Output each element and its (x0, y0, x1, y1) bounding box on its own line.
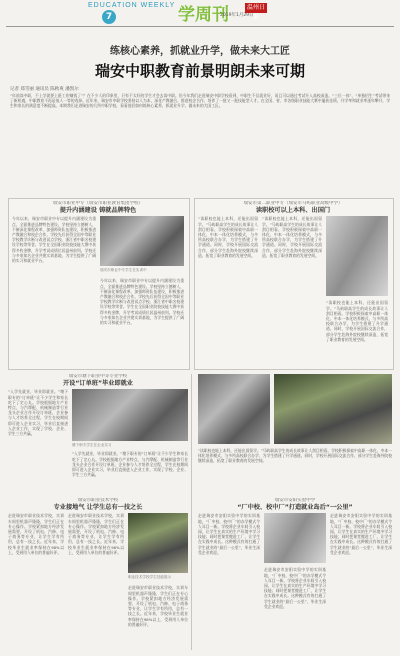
section-tag: 瑞安市安阳实验中学 (274, 498, 316, 503)
section-body-tail: 走进瑞安市职业技术学校，实训车间里机器声隆隆，学生们正在专心操作。学校紧扣地方经济发展需要，开设了机电、汽修、电子商务等专业，让学生学有所用，总有一技之长。近年来，学校毕业生就业率保持在98%以上，受到用人单位的普遍好评。 (128, 585, 188, 627)
page-number: 7 (102, 10, 116, 24)
section-tag: 瑞安市职业技术学校 (77, 498, 119, 503)
photo-caption: 塘下职专学生在企业实习 (72, 443, 112, 448)
section-body: “入学先就业，毕业即就业。”塘下职专的“订单班”让不少学生和家长吃下了定心丸。学校根据地方产业特点，与汽摩配、机械制造等行业龙头企业合作开设订单班，企业参与人才培养全过程，学生在校期间即可进入企业实习，毕业后直接进入企业工作，实现了学校、企业、学生三方共赢。 (8, 389, 68, 437)
section-body: 走进瑞安市职业技术学校，实训车间里机器声隆隆，学生们正在专心操作。学校紧扣地方经济发展需要，开设了机电、汽修、电子商务等专业，让学生学有所用，总有一技之长。近年来，学校毕业生就业率保持在98%以上，受到用人单位的普遍好评。 (8, 513, 64, 555)
section-body-continued: 走进瑞安市职业技术学校，实训车间里机器声隆隆，学生们正在专心操作。学校紧扣地方经济发展需要，开设了机电、汽修、电子商务等专业，让学生学有所用，总有一技之长。近年来，学校毕业生就业率保持在98%以上，受到用人单位的普遍好评。 (68, 513, 124, 555)
photo-caption: 职业技术学校学生技能展示 (128, 575, 172, 580)
section-body-continued: 走进瑞安市安阳实验中学的实训基地，“厂中校、校中厂”的办学模式令人耳目一新。学校将企业车间引入校园，让学生在真实的生产环境中学习技能；同时把课堂搬进工厂，让学生在实践中成长。这种模式有效打通了学生就业的“最后一公里”，毕业生深受企业欢迎。 (264, 567, 326, 609)
section-heading: “厂中校、校中厂”打造就业岛后“一公里” (237, 504, 353, 512)
photo-students (326, 216, 388, 296)
section-heading: 读职校可以上本科、出国门 (255, 207, 331, 215)
headline: 瑞安中职教育前景明朗未来可期 (94, 62, 305, 80)
photo-factory (264, 513, 326, 563)
date-line: 2019年1月29日 (220, 13, 254, 18)
section-tag: 瑞安市第二职业中专（瑞安市马屿职业高级中学） (243, 201, 343, 206)
section-left-top (12, 201, 184, 366)
photo-training (100, 216, 184, 266)
section-body: 今年以来，瑞安市职业中专以提升内涵建设为重点，全面推进品牌特色建设。学校坚持立德树人，不断深化课程改革，加强师资队伍建设，积极推进产教融合和校企合作。学校先后获得全国中等职业学校教学诊断与改进试点学校、浙江省中职名校建设学校等荣誉。学生在全国职业院校技能大赛中获得多枚金牌，升学考试成绩位居温州前列。学校还与多家知名企业共建实训基地，为学生提供了广阔的实习和就业平台。 (12, 216, 96, 264)
section-body: 走进瑞安市安阳实验中学的实训基地，“厂中校、校中厂”的办学模式令人耳目一新。学校将企业车间引入校园，让学生在真实的生产环境中学习技能；同时把课堂搬进工厂，让学生在实践中成长。这种模式有效打通了学生就业的“最后一公里”，毕业生深受企业欢迎。 (198, 513, 260, 555)
section-english-name: EDUCATION WEEKLY (88, 2, 176, 9)
subheadline: 练核心素养，抓就业升学，做未来大工匠 (110, 46, 290, 57)
byline: 记者 郑雪丽 通讯员 陈秋爽 潘凯尔 (10, 87, 79, 92)
masthead-rule (6, 26, 394, 27)
photo-caption: 瑞安市职业中专学生在实训中 (100, 268, 147, 273)
section-body-tail: 走进瑞安市安阳实验中学的实训基地，“厂中校、校中厂”的办学模式令人耳目一新。学校将企业车间引入校园，让学生在真实的生产环境中学习技能；同时把课堂搬进工厂，让学生在实践中成长。这种模式有效打通了学生就业的“最后一公里”，毕业生深受企业欢迎。 (330, 513, 392, 555)
photo-workshop (198, 374, 270, 444)
section-left-bottom (8, 498, 188, 650)
section-left-middle (8, 374, 188, 494)
section-body-continued: “入学先就业，毕业即就业。”塘下职专的“订单班”让不少学生和家长吃下了定心丸。学校根据地方产业特点，与汽摩配、机械制造等行业龙头企业合作开设订单班，企业参与人才培养全过程，学生在校期间即可进入企业实习，毕业后直接进入企业工作，实现了学校、企业、学生三方共赢。 (72, 451, 188, 478)
paper-logo: 温州日报 (246, 4, 265, 21)
section-right-bottom (198, 498, 392, 650)
section-body: “读职校也能上本科，还能出国留学。”马屿职高学生的成长故事让人刮目相看。学校积极探索中高职一体化、中本一体化培养模式，与多所高校联合办学，为学生搭建了升学通道。同时，学校开展国际交流合作，部分学生赴海外院校继续深造，拓宽了职业教育的发展空间。 (198, 216, 258, 258)
section-title: 学周刊 (178, 5, 229, 25)
section-tag: 瑞安市塘下职业中等专业学校 (68, 374, 128, 379)
column-divider (191, 374, 192, 650)
section-heading: 专业接地气 让学生总有一技之长 (53, 504, 143, 512)
photo-classroom (72, 389, 188, 441)
section-body-continued: 今年以来，瑞安市职业中专以提升内涵建设为重点，全面推进品牌特色建设。学校坚持立德树人，不断深化课程改革，加强师资队伍建设，积极推进产教融合和校企合作。学校先后获得全国中等职业学校教学诊断与改进试点学校、浙江省中职名校建设学校等荣誉。学生在全国职业院校技能大赛中获得多枚金牌，升学考试成绩位居温州前列。学校还与多家知名企业共建实训基地，为学生提供了广阔的实习和就业平台。 (100, 278, 184, 326)
photo-skills (128, 513, 188, 573)
masthead (0, 0, 400, 26)
lead-paragraph: “年前读中职，不上学就要上班工作赚钱了”？在不少人的印象里，只有不太好的学生才会去读中职。但今年我们走进瑞安中职学校看到，中职生不仅就业好，而且可以通过考试升入高校深造。“三位一体”、“单独招生”考试带来了新机遇，中职教育不再是低人一等的选择。近年来，瑞安市中职学校坚持以人为本，深化产教融合，推进校企合作，培养了一批又一批技能型人才。在全国、省、市各级职业技能大赛中屡获佳绩，升学率和就业率逐年攀升，学生和家长的满意度不断提高。本期我们走进瑞安的几所中职学校，看看他们如何练核心素养，抓就业升学，做未来的大国工匠。 (10, 93, 390, 109)
section-right-top (198, 201, 388, 366)
section-body-continued: “读职校也能上本科，还能出国留学。”马屿职高学生的成长故事让人刮目相看。学校积极探索中高职一体化、中本一体化培养模式，与多所高校联合办学，为学生搭建了升学通道。同时，学校开展国际交流合作，部分学生赴海外院校继续深造，拓宽了职业教育的发展空间。 (262, 216, 322, 258)
section-heading: 提升内涵建设 铸就品牌特色 (59, 207, 137, 215)
section-heading: 开设“订单班”毕业即就业 (62, 380, 133, 388)
section-tag: 瑞安市职业中专（瑞安市职业教育集团学校） (53, 201, 143, 206)
section-body-tail: “读职校也能上本科，还能出国留学。”马屿职高学生的成长故事让人刮目相看。学校积极探索中高职一体化、中本一体化培养模式，与多所高校联合办学，为学生搭建了升学通道。同时，学校开展国际交流合作，部分学生赴海外院校继续深造，拓宽了职业教育的发展空间。 (326, 300, 388, 342)
photo-campus (274, 374, 392, 444)
section-right-middle-text: “读职校也能上本科，还能出国留学。”马屿职高学生的成长故事让人刮目相看。学校积极探索中高职一体化、中本一体化培养模式，与多所高校联合办学，为学生搭建了升学通道。同时，学校开展国际交流合作，部分学生赴海外院校继续深造，拓宽了职业教育的发展空间。 (198, 448, 392, 464)
